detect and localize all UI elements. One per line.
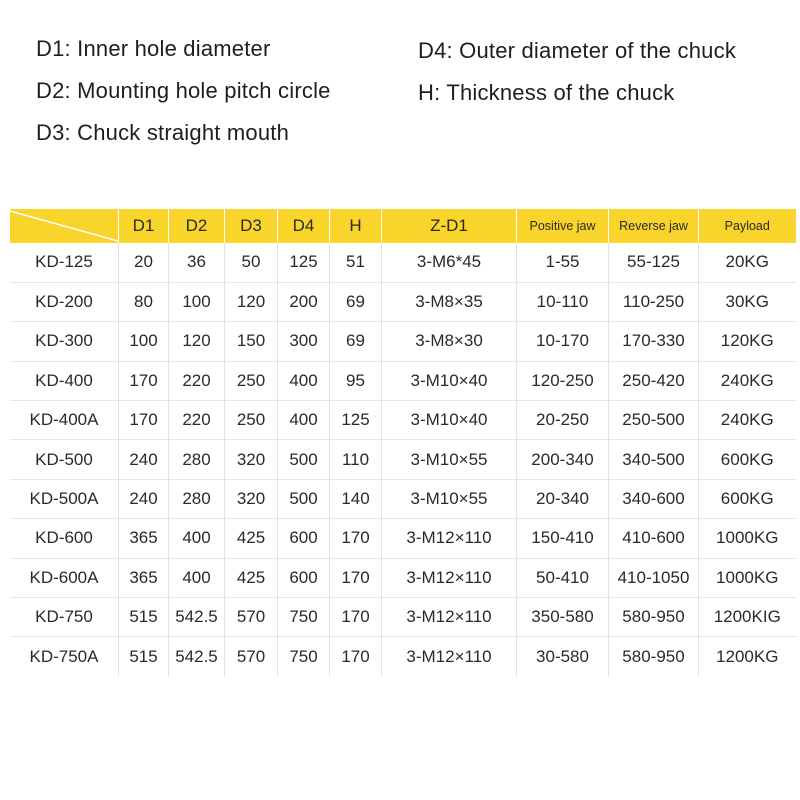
cell-positive-jaw: 20-250 — [517, 401, 609, 440]
cell-d1: 20 — [119, 243, 169, 282]
cell-positive-jaw: 350-580 — [517, 598, 609, 637]
cell-d2: 542.5 — [169, 637, 225, 676]
cell-model: KD-600A — [10, 558, 119, 597]
cell-reverse-jaw: 55-125 — [609, 243, 699, 282]
cell-z-d1: 3-M8×35 — [382, 282, 517, 321]
cell-reverse-jaw: 110-250 — [609, 282, 699, 321]
table-row — [10, 637, 796, 676]
cell-h: 170 — [330, 598, 382, 637]
table-body — [10, 243, 796, 676]
cell-d3: 320 — [225, 479, 278, 518]
header-payload: Payload — [699, 209, 796, 243]
cell-h: 69 — [330, 322, 382, 361]
table-row — [10, 401, 796, 440]
cell-h: 95 — [330, 361, 382, 400]
corner-diagonal — [10, 209, 118, 243]
cell-h: 140 — [330, 479, 382, 518]
cell-d2: 120 — [169, 322, 225, 361]
cell-d2: 400 — [169, 519, 225, 558]
cell-h: 170 — [330, 558, 382, 597]
cell-z-d1: 3-M10×40 — [382, 361, 517, 400]
cell-d4: 750 — [278, 637, 330, 676]
cell-d3: 570 — [225, 637, 278, 676]
cell-payload: 1000KG — [699, 519, 796, 558]
cell-d2: 280 — [169, 479, 225, 518]
cell-z-d1: 3-M8×30 — [382, 322, 517, 361]
legend-d3: D3: Chuck straight mouth — [36, 120, 290, 145]
cell-payload: 240KG — [699, 361, 796, 400]
cell-d1: 515 — [119, 637, 169, 676]
cell-z-d1: 3-M10×55 — [382, 479, 517, 518]
cell-h: 110 — [330, 440, 382, 479]
cell-d3: 50 — [225, 243, 278, 282]
cell-reverse-jaw: 250-420 — [609, 361, 699, 400]
table-row — [10, 598, 796, 637]
cell-d1: 80 — [119, 282, 169, 321]
cell-d1: 515 — [119, 598, 169, 637]
cell-d3: 425 — [225, 558, 278, 597]
cell-d4: 600 — [278, 519, 330, 558]
cell-d2: 400 — [169, 558, 225, 597]
cell-d4: 400 — [278, 401, 330, 440]
header-d1: D1 — [119, 209, 169, 243]
cell-d1: 170 — [119, 361, 169, 400]
cell-model: KD-400A — [10, 401, 119, 440]
cell-d4: 300 — [278, 322, 330, 361]
cell-z-d1: 3-M12×110 — [382, 598, 517, 637]
cell-d4: 600 — [278, 558, 330, 597]
cell-model: KD-500A — [10, 479, 119, 518]
cell-h: 125 — [330, 401, 382, 440]
cell-d3: 150 — [225, 322, 278, 361]
cell-positive-jaw: 20-340 — [517, 479, 609, 518]
cell-d3: 425 — [225, 519, 278, 558]
cell-z-d1: 3-M12×110 — [382, 637, 517, 676]
cell-d1: 365 — [119, 558, 169, 597]
cell-d1: 365 — [119, 519, 169, 558]
cell-positive-jaw: 30-580 — [517, 637, 609, 676]
header-d3: D3 — [225, 209, 278, 243]
cell-positive-jaw: 200-340 — [517, 440, 609, 479]
cell-d4: 500 — [278, 440, 330, 479]
cell-model: KD-125 — [10, 243, 119, 282]
cell-d1: 170 — [119, 401, 169, 440]
header-d2: D2 — [169, 209, 225, 243]
cell-h: 69 — [330, 282, 382, 321]
spec-table — [10, 209, 796, 676]
cell-payload: 1200KG — [699, 637, 796, 676]
cell-z-d1: 3-M6*45 — [382, 243, 517, 282]
cell-reverse-jaw: 170-330 — [609, 322, 699, 361]
legend-d4: D4: Outer diameter of the chuck — [418, 38, 737, 63]
cell-positive-jaw: 10-110 — [517, 282, 609, 321]
cell-z-d1: 3-M10×55 — [382, 440, 517, 479]
header-reverse-jaw: Reverse jaw — [609, 209, 699, 243]
table-row — [10, 322, 796, 361]
cell-model: KD-750 — [10, 598, 119, 637]
table-row — [10, 243, 796, 282]
cell-payload: 600KG — [699, 440, 796, 479]
cell-positive-jaw: 120-250 — [517, 361, 609, 400]
cell-d4: 400 — [278, 361, 330, 400]
cell-positive-jaw: 1-55 — [517, 243, 609, 282]
cell-payload: 1200KIG — [699, 598, 796, 637]
cell-d2: 542.5 — [169, 598, 225, 637]
cell-d2: 100 — [169, 282, 225, 321]
cell-payload: 240KG — [699, 401, 796, 440]
cell-payload: 20KG — [699, 243, 796, 282]
cell-h: 51 — [330, 243, 382, 282]
cell-d2: 220 — [169, 401, 225, 440]
legend-d2: D2: Mounting hole pitch circle — [36, 78, 331, 103]
cell-z-d1: 3-M10×40 — [382, 401, 517, 440]
cell-model: KD-400 — [10, 361, 119, 400]
cell-reverse-jaw: 580-950 — [609, 598, 699, 637]
cell-reverse-jaw: 340-500 — [609, 440, 699, 479]
cell-d1: 240 — [119, 479, 169, 518]
cell-payload: 120KG — [699, 322, 796, 361]
legend-h: H: Thickness of the chuck — [418, 80, 675, 105]
cell-reverse-jaw: 340-600 — [609, 479, 699, 518]
table-row — [10, 361, 796, 400]
cell-d2: 36 — [169, 243, 225, 282]
cell-h: 170 — [330, 519, 382, 558]
cell-model: KD-600 — [10, 519, 119, 558]
header-d4: D4 — [278, 209, 330, 243]
header-corner — [10, 209, 119, 243]
table-row — [10, 558, 796, 597]
header-positive-jaw: Positive jaw — [517, 209, 609, 243]
cell-d4: 750 — [278, 598, 330, 637]
header-z-d1: Z-D1 — [382, 209, 517, 243]
legend-d1: D1: Inner hole diameter — [36, 36, 271, 61]
cell-d3: 570 — [225, 598, 278, 637]
table-row — [10, 282, 796, 321]
cell-d3: 250 — [225, 361, 278, 400]
table-row — [10, 440, 796, 479]
cell-d4: 125 — [278, 243, 330, 282]
cell-positive-jaw: 10-170 — [517, 322, 609, 361]
cell-positive-jaw: 150-410 — [517, 519, 609, 558]
cell-d3: 120 — [225, 282, 278, 321]
cell-z-d1: 3-M12×110 — [382, 519, 517, 558]
cell-reverse-jaw: 410-1050 — [609, 558, 699, 597]
cell-d1: 100 — [119, 322, 169, 361]
cell-model: KD-300 — [10, 322, 119, 361]
cell-payload: 30KG — [699, 282, 796, 321]
cell-payload: 600KG — [699, 479, 796, 518]
cell-d4: 200 — [278, 282, 330, 321]
cell-d4: 500 — [278, 479, 330, 518]
cell-model: KD-750A — [29, 646, 99, 666]
table-row — [10, 519, 796, 558]
cell-d1: 240 — [119, 440, 169, 479]
cell-payload: 1000KG — [699, 558, 796, 597]
header-h: H — [330, 209, 382, 243]
table-header-row — [10, 209, 796, 243]
cell-positive-jaw: 50-410 — [517, 558, 609, 597]
cell-z-d1: 3-M12×110 — [382, 558, 517, 597]
cell-d2: 280 — [169, 440, 225, 479]
cell-model: KD-200 — [10, 282, 119, 321]
cell-reverse-jaw: 410-600 — [609, 519, 699, 558]
cell-h: 170 — [330, 637, 382, 676]
cell-model: KD-500 — [10, 440, 119, 479]
cell-reverse-jaw: 580-950 — [609, 637, 699, 676]
cell-reverse-jaw: 250-500 — [609, 401, 699, 440]
cell-d3: 250 — [225, 401, 278, 440]
cell-d2: 220 — [169, 361, 225, 400]
cell-d3: 320 — [225, 440, 278, 479]
table-row — [10, 479, 796, 518]
